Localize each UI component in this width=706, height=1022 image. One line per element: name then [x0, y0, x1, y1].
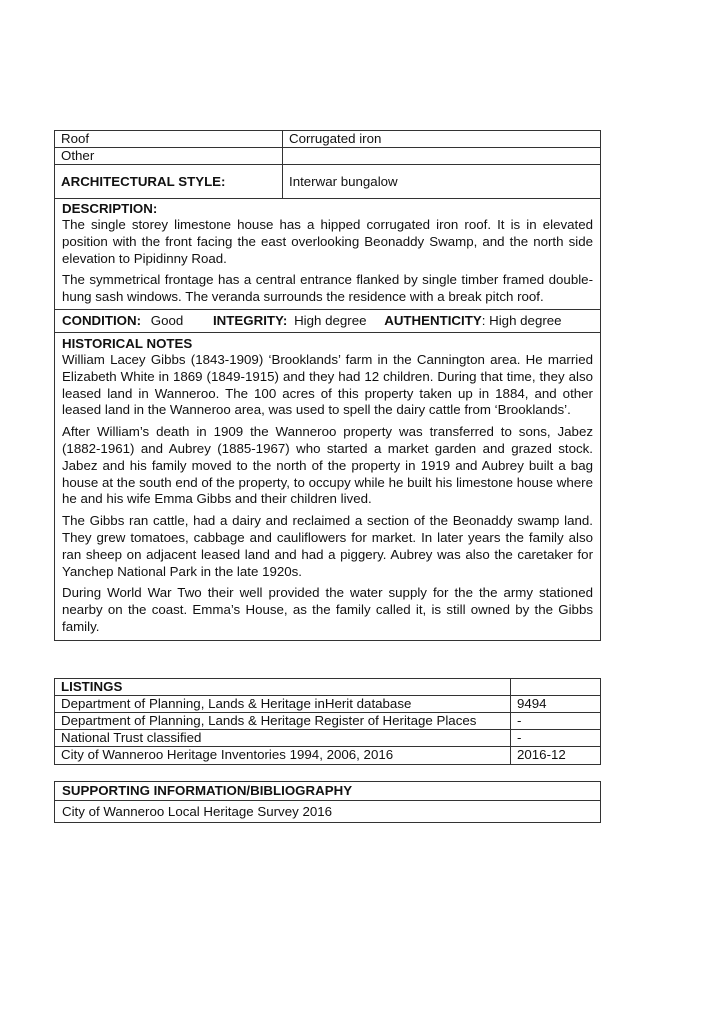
bibliography-item-row — [55, 801, 600, 822]
historical-paragraph: During World War Two their well provided the water supply for the the army stationed nearby on the coast. Emma’s House, as the family called it, is still owned by the Gibbs family. — [62, 585, 593, 634]
historical-notes-heading: HISTORICAL NOTES — [62, 335, 193, 351]
listing-label: Department of Planning, Lands & Heritage Register of Heritage Places — [55, 713, 511, 729]
details-table — [54, 130, 601, 641]
description-heading: DESCRIPTION: — [62, 201, 158, 216]
listings-heading: LISTINGS — [55, 679, 511, 695]
listing-row — [55, 730, 600, 747]
other-value — [283, 148, 600, 164]
listing-row — [55, 713, 600, 730]
architectural-style-label: ARCHITECTURAL STYLE: — [55, 165, 283, 199]
condition-label: CONDITION: — [62, 312, 142, 328]
listing-value: 2016-12 — [517, 747, 566, 762]
description-section — [55, 199, 600, 310]
architectural-style-value: Interwar bungalow — [289, 173, 398, 189]
condition-value: Good — [150, 312, 184, 328]
listing-value: - — [517, 730, 522, 745]
other-row — [55, 148, 600, 165]
listing-label: City of Wanneroo Heritage Inventories 1994, 2006, 2016 — [55, 747, 511, 764]
listing-row — [55, 696, 600, 713]
listings-header-empty — [511, 679, 600, 695]
bibliography-table — [54, 781, 601, 823]
historical-paragraph: The Gibbs ran cattle, had a dairy and reclaimed a section of the Beonaddy swamp land. They grew tomatoes, cabbage and cauliflowers for market. In later years the family also ran sheep on adjacent leased land and had a piggery. Aubrey was also the caretaker for Yanchep National Park in the late 1920s. — [62, 513, 593, 579]
roof-value: Corrugated iron — [289, 131, 382, 146]
integrity-label: INTEGRITY: — [212, 312, 288, 328]
assessment-row — [55, 310, 600, 333]
roof-row — [55, 131, 600, 148]
architectural-style-row — [55, 165, 600, 199]
bibliography-item: City of Wanneroo Local Heritage Survey 2016 — [62, 803, 333, 819]
listing-row — [55, 747, 600, 764]
description-paragraph: The symmetrical frontage has a central entrance flanked by single timber framed double-hung sash windows. The veranda surrounds the residence with a break pitch roof. — [62, 272, 593, 305]
other-label: Other — [55, 148, 283, 164]
listings-table — [54, 678, 601, 765]
historical-paragraph: William Lacey Gibbs (1843-1909) ‘Brooklands’ farm in the Cannington area. He married Elizabeth White in 1869 (1849-1915) and they had 12 children. During that time, they also leased land in Wanneroo. The 100 acres of this property taken up in 1884, and other leased land in the Wanneroo area, was used to spell the dairy cattle from ‘Brooklands’. — [62, 351, 593, 418]
bibliography-header-row — [55, 782, 600, 801]
listing-label: Department of Planning, Lands & Heritage inHerit database — [55, 696, 511, 712]
description-paragraph: The single storey limestone house has a hipped corrugated iron roof. It is in elevated position with the front facing the east overlooking Beonaddy Swamp, and the north side elevation to Pipidinny Road. — [62, 217, 593, 266]
bibliography-heading: SUPPORTING INFORMATION/BIBLIOGRAPHY — [62, 783, 353, 798]
historical-notes-section — [55, 333, 600, 640]
authenticity-label: AUTHENTICITY — [384, 312, 482, 328]
listing-value: - — [517, 713, 522, 728]
roof-label: Roof — [55, 131, 283, 147]
listings-header-row — [55, 679, 600, 696]
listing-value: 9494 — [517, 696, 547, 711]
integrity-value: High degree — [294, 312, 367, 328]
listing-label: National Trust classified — [55, 730, 511, 746]
historical-paragraph: After William’s death in 1909 the Wanneroo property was transferred to sons, Jabez (1882-1961) and Aubrey (1885-1967) who started a market garden and grazed stock. Jabez and his family moved to the north of the property in 1919 and Aubrey built a bag house at the south end of the property, to occupy while he built his limestone house where he and his wife Emma Gibbs and their children lived. — [62, 424, 593, 507]
authenticity-value: : High degree — [481, 312, 562, 328]
